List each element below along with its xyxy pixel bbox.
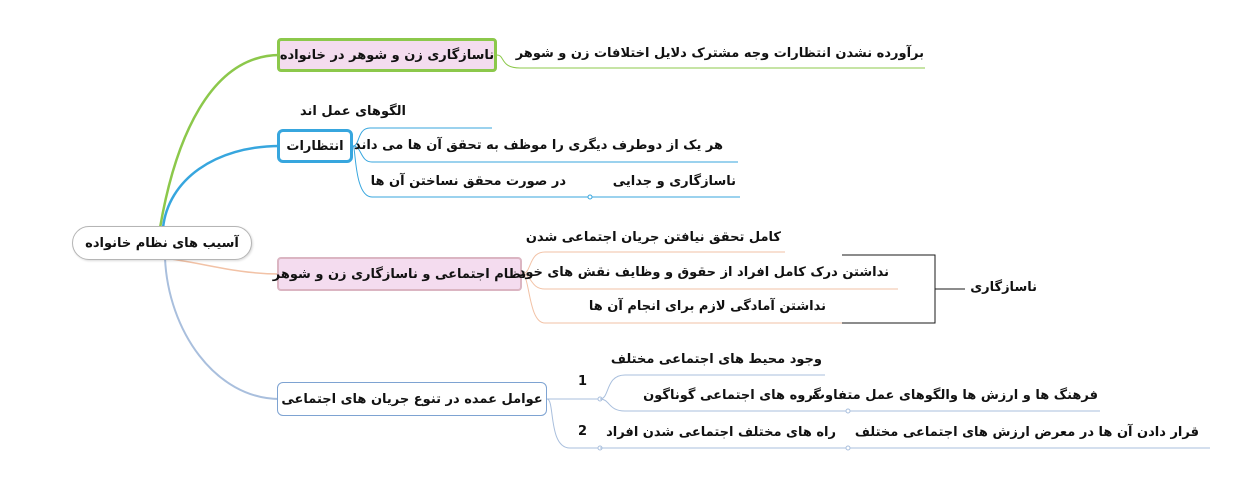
connector-g1-dot xyxy=(846,409,850,413)
branch-node-diversity-factors[interactable] xyxy=(277,382,547,416)
root-label: آسیب های نظام خانواده xyxy=(85,235,239,251)
group-number-2: 2 xyxy=(578,424,588,439)
leaf-cultures-values[interactable]: فرهنگ ها و ارزش ها والگوهای عمل متفاوت xyxy=(811,388,1098,403)
connector-root-branch-1 xyxy=(160,55,280,228)
leaf-social-groups[interactable]: گروه های اجتماعی گوناگون xyxy=(643,388,821,403)
connector-g2-dot xyxy=(846,446,850,450)
leaf-if-not-realized[interactable]: در صورت محقق نساختن آن ها xyxy=(370,174,566,189)
connector-root-branch-4 xyxy=(165,258,280,399)
leaf-unmet-expectations[interactable]: برآورده نشدن انتظارات وجه مشترک دلایل اختلافات زن و شوهر xyxy=(515,46,924,61)
leaf-incomplete-socialization[interactable]: کامل تحقق نیافتن جریان اجتماعی شدن xyxy=(525,230,781,245)
connector-root-branch-2 xyxy=(163,146,280,228)
leaf-exposure-values[interactable]: قرار دادن آن ها در معرض ارزش های اجتماعی مختلف xyxy=(854,425,1199,440)
connector-b4-group-2 xyxy=(547,399,600,448)
branch-label: نظام اجتماعی و ناسازگاری زن و شوهر xyxy=(272,266,527,282)
bracket-label-discord: ناسازگاری xyxy=(970,280,1037,295)
connector-b2-dot xyxy=(588,195,592,199)
leaf-behavior-patterns[interactable]: الگوهای عمل اند xyxy=(300,104,406,119)
root-node[interactable] xyxy=(72,226,252,260)
branch-label: عوامل عمده در تنوع جریان های اجتماعی xyxy=(281,391,543,407)
group-number-1: 1 xyxy=(578,374,588,389)
branch-node-marital-discord[interactable] xyxy=(277,38,497,72)
leaf-discord-separation[interactable]: ناسازگاری و جدایی xyxy=(612,174,736,189)
branch-node-expectations[interactable] xyxy=(277,129,353,163)
leaf-social-environments[interactable]: وجود محیط های اجتماعی مختلف xyxy=(610,352,822,367)
branch-label: انتظارات xyxy=(286,138,344,154)
branch-node-social-system[interactable] xyxy=(272,257,527,291)
leaf-role-understanding[interactable]: نداشتن درک کامل افراد از حقوق و وظایف نقش های خود xyxy=(518,265,889,280)
branch-label: ناسازگاری زن و شوهر در خانواده xyxy=(279,47,495,63)
leaf-lack-of-readiness[interactable]: نداشتن آمادگی لازم برای انجام آن ها xyxy=(588,299,826,314)
connector-root-branch-3 xyxy=(163,258,280,274)
leaf-obligation[interactable]: هر یک از دوطرف دیگری را موظف به تحقق آن ها می داند xyxy=(354,138,723,153)
leaf-socialization-paths[interactable]: راه های مختلف اجتماعی شدن افراد xyxy=(606,425,836,440)
